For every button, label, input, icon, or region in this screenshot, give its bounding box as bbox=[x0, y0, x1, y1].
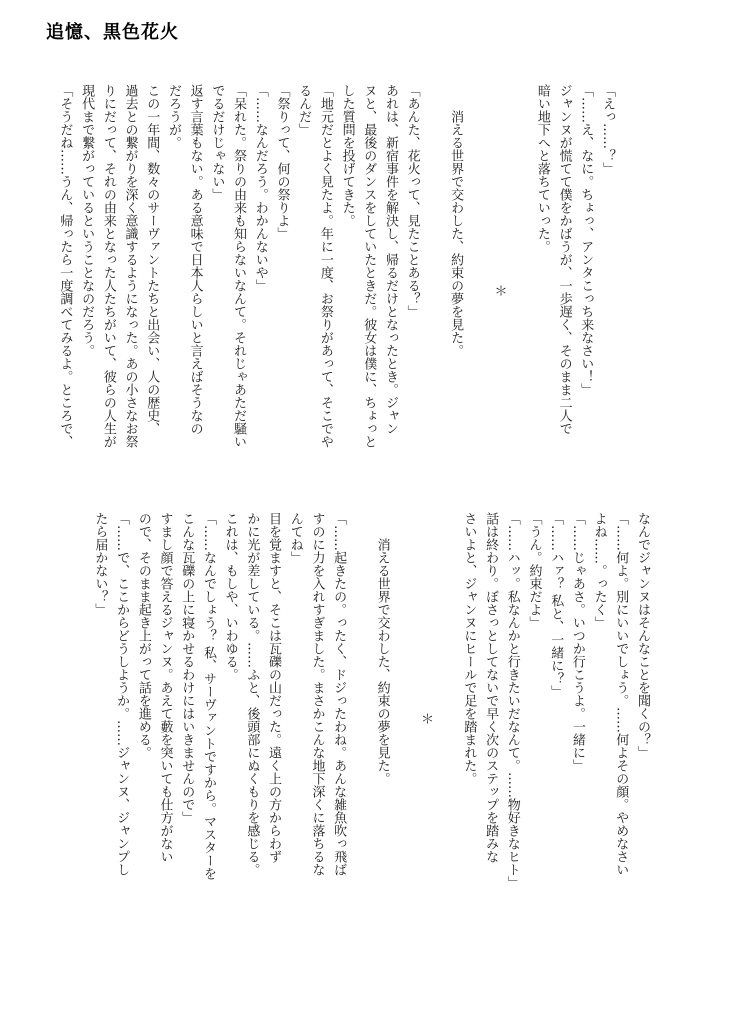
text-line: この一年間、数々のサーヴァントたちと出会い、人の歴史、 bbox=[144, 84, 160, 435]
text-line: ヌと、最後のダンスをしていたときだ。彼女は僕に、ちょっと bbox=[361, 84, 377, 448]
text-line: これは、もしや、いわゆる。 bbox=[222, 512, 238, 681]
text-block-upper bbox=[57, 84, 618, 490]
text-line: ジャンヌが慌てて僕をかばうが、一歩遅く、そのまま二人で bbox=[556, 84, 572, 435]
text-line bbox=[423, 84, 445, 490]
text-line: 「……ハァ？ 私と、一緒に？」 bbox=[548, 512, 564, 699]
text-line: なんでジャンヌはそんなことを聞くの？」 bbox=[635, 512, 650, 759]
text-line: りにだって、それの由来となった人たちがいて、彼らの人生が bbox=[100, 84, 116, 448]
text-line: 話は終わり。ぼさっとしてないで早く次のステップを踏みな bbox=[483, 512, 499, 863]
text-line: 「……ハッ。私なんかと行きたいだなんて。……物好きなヒト」 bbox=[504, 512, 520, 889]
text-line: 「呆れた。祭りの由来も知らないなんて。それじゃあただ騒い bbox=[231, 84, 247, 448]
text-line: 「……え、なに。ちょっ、アンタこっち来なさい！」 bbox=[578, 84, 594, 396]
text-line: 「うん。約束だよ」 bbox=[526, 512, 542, 629]
text-line: 「……なんだろう。わかんないや」 bbox=[252, 84, 268, 292]
text-line: 消える世界で交わした、約束の夢を見た。 bbox=[374, 538, 390, 785]
text-line: した質問を投げてきた。 bbox=[339, 84, 355, 227]
section-separator: ＊ bbox=[417, 712, 433, 725]
text-line: すのに力を入れすぎました。まさかこんな地下深くに落ちるな bbox=[309, 512, 325, 876]
text-block-lower bbox=[82, 512, 653, 958]
text-line: 現代まで繋がっているということなのだろう。 bbox=[79, 84, 95, 357]
text-line: さいよと、ジャンヌにヒールで足を踏まれた。 bbox=[461, 512, 477, 785]
text-line bbox=[509, 84, 531, 490]
page-title: 追憶、黒色花火 bbox=[46, 22, 179, 43]
text-line: ので、そのまま起き上がって話を進める。 bbox=[135, 512, 151, 759]
text-line: 「……で、ここからどうしようか。……ジャンヌ、ジャンプし bbox=[114, 512, 130, 876]
text-line: 「そうだね……うん、帰ったら一度調べてみるよ。ところで、 bbox=[57, 84, 73, 448]
text-line: 「……何よ。別にいいでしょう。……何よその顔。やめなさい bbox=[613, 512, 629, 876]
text-line: こんな瓦礫の上に寝かせるわけにはいきませんので」 bbox=[179, 512, 195, 824]
text-line: たら届かない？」 bbox=[92, 512, 108, 616]
text-line: 「祭りって、何の祭りよ」 bbox=[274, 84, 290, 240]
text-line: 過去との繋がりを深く意識するようになった。あの小さなお祭 bbox=[122, 84, 138, 448]
text-line: 「えっ……？」 bbox=[600, 84, 615, 175]
section-separator: ＊ bbox=[491, 284, 507, 297]
text-line: 消える世界で交わした、約束の夢を見た。 bbox=[448, 110, 464, 357]
text-line: 「……起きたの。ったく、ドジったわね。あんな雑魚吹っ飛ば bbox=[331, 512, 347, 876]
text-line: かに光が差している。……ふと、後頭部にぬくもりを感じる。 bbox=[244, 512, 260, 876]
text-line: 目を覚ますと、そこは瓦礫の山だった。遠く上の方からわず bbox=[266, 512, 282, 863]
text-line bbox=[466, 84, 488, 490]
text-line: 「あんた、花火って、見たことある？」 bbox=[404, 84, 420, 318]
text-line: るんだ」 bbox=[296, 84, 312, 136]
text-line: 暗い地下へと落ちていった。 bbox=[534, 84, 550, 253]
text-line: でるだけじゃない」 bbox=[209, 84, 225, 201]
text-line: 「……なんでしょう？ 私、サーヴァントですから。マスターを bbox=[200, 512, 216, 881]
text-line: だろうが。 bbox=[165, 84, 181, 149]
text-line: んてね」 bbox=[287, 512, 303, 564]
text-line bbox=[349, 512, 371, 958]
text-line: すまし顔で答えるジャンヌ。あえて藪を突いても仕方がない bbox=[157, 512, 173, 863]
text-line: あれは、新宿事件を解決し、帰るだけとなったとき。ジャン bbox=[382, 84, 398, 435]
text-line bbox=[436, 512, 458, 958]
text-line: 「……じゃあさ。いつか行こうよ。一緒に」 bbox=[569, 512, 585, 772]
text-line: 返す言葉もない。ある意味で日本人らしいと言えばそうなの bbox=[187, 84, 203, 435]
text-line bbox=[393, 512, 415, 958]
text-line: 「地元だとよく見たよ。年に一度、お祭りがあって、そこでや bbox=[317, 84, 333, 448]
text-line: よね……。ったく」 bbox=[591, 512, 607, 629]
